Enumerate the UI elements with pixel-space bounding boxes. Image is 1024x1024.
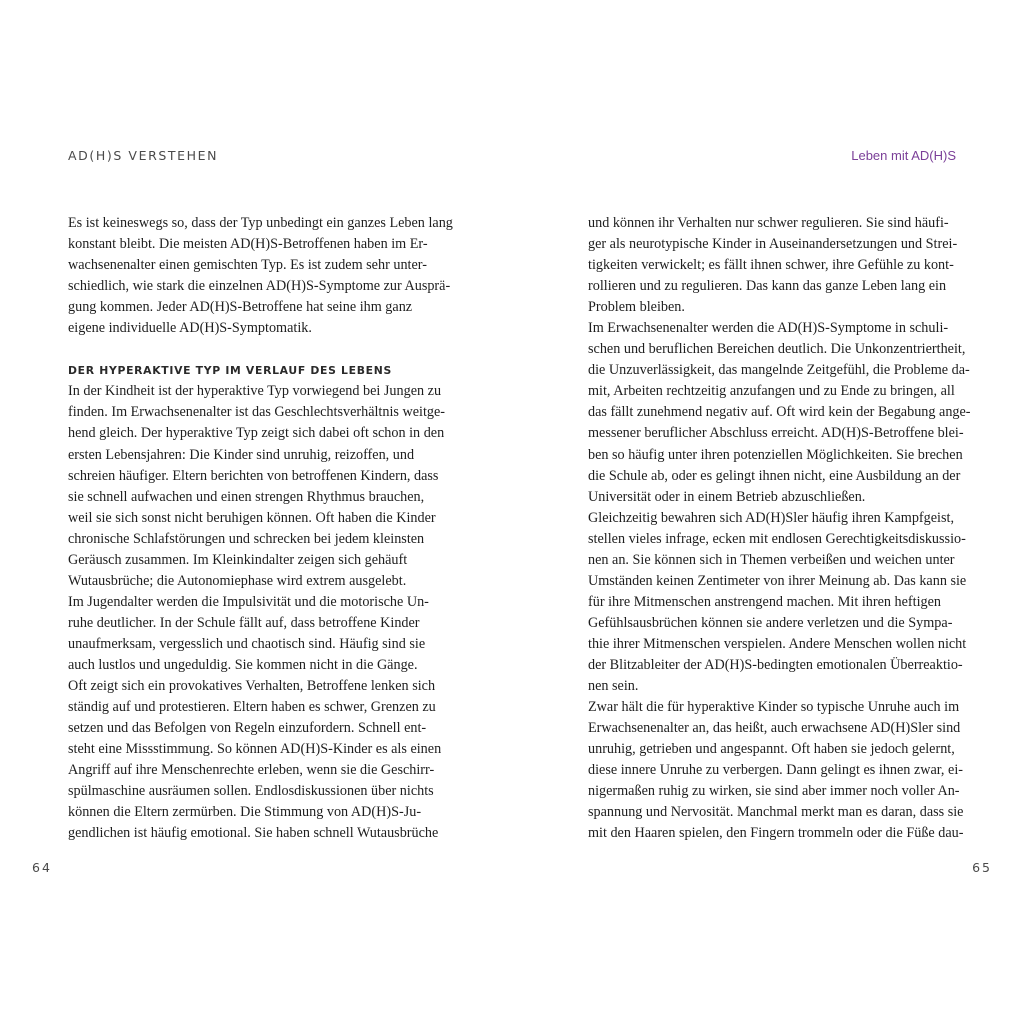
text-line: eigene individuelle AD(H)S-Symptomatik.: [68, 320, 312, 337]
paragraph-gap: [68, 339, 440, 360]
text-line: spülmaschine ausräumen sollen. Endlosdiskussionen über nichts: [68, 783, 434, 800]
text-line: Wutausbrüche; die Autonomiephase wird extrem ausgelebt.: [68, 572, 407, 589]
text-line: gung kommen. Jeder AD(H)S-Betroffene hat seine ihm ganz: [68, 299, 413, 316]
text-line: ersten Lebensjahren: Die Kinder sind unruhig, reizoffen, und: [68, 446, 415, 463]
text-line: hend gleich. Der hyperaktive Typ zeigt sich dabei oft schon in den: [68, 425, 445, 442]
text-line: die Schule ab, oder es gelingt ihnen nicht, eine Ausbildung an der: [588, 467, 961, 484]
text-line: können die Eltern zermürben. Die Stimmung von AD(H)S-Ju-: [68, 804, 422, 821]
text-line: Geräusch zusammen. Im Kleinkindalter zeigen sich gehäuft: [68, 551, 408, 568]
text-line: Umständen keinen Zentimeter von ihrer Meinung ab. Das kann sie: [588, 572, 967, 589]
text-line: schiedlich, wie stark die einzelnen AD(H)S-Symptome zur Ausprä-: [68, 278, 451, 295]
text-line: stellen vieles infrage, ecken mit endlosen Gerechtigkeitsdiskussio-: [588, 530, 966, 547]
text-line: die Unzuverlässigkeit, das mangelnde Zeitgefühl, die Probleme da-: [588, 362, 970, 379]
text-line: sie schnell aufwachen und einen strengen Rhythmus brauchen,: [68, 488, 425, 505]
right-page-text: [588, 213, 971, 844]
text-line: mit den Haaren spielen, den Fingern trommeln oder die Füße dau-: [588, 825, 964, 842]
text-line: schreien häufiger. Eltern berichten von betroffenen Kindern, dass: [68, 467, 439, 484]
text-line: tigkeiten verwickelt; es fällt ihnen schwer, ihre Gefühle zu kont-: [588, 257, 954, 274]
text-line: weil sie sich sonst nicht beruhigen können. Oft haben die Kinder: [68, 509, 436, 526]
text-line: mit, Arbeiten rechtzeitig anzufangen und zu Ende zu bringen, all: [588, 383, 955, 400]
text-line: schen und beruflichen Bereichen deutlich. Die Unkonzentriertheit,: [588, 341, 966, 358]
text-line: Es ist keineswegs so, dass der Typ unbedingt ein ganzes Leben lang: [68, 215, 453, 231]
text-line: wachsenenalter einen gemischten Typ. Es ist zudem sehr unter-: [68, 257, 427, 274]
text-line: gendlichen ist häufig emotional. Sie haben schnell Wutausbrüche: [68, 825, 439, 842]
text-line: das fällt zunehmend negativ auf. Oft wird kein der Begabung ange-: [588, 404, 971, 421]
text-line: ben so häufig unter ihren potenziellen Möglichkeiten. Sie brechen: [588, 446, 963, 463]
left-page-text: [68, 213, 453, 844]
text-line: für ihre Mitmenschen anstrengend machen. Mit ihren heftigen: [588, 593, 941, 610]
text-line: Im Jugendalter werden die Impulsivität und die motorische Un-: [68, 593, 429, 610]
right-page-number: 65: [972, 860, 992, 875]
text-line: thie ihrer Mitmenschen verspielen. Andere Menschen wollen nicht: [588, 635, 967, 652]
left-page-number: 64: [32, 860, 52, 875]
text-line: nen an. Sie können sich in Themen verbeißen und weichen unter: [588, 551, 955, 568]
text-line: chronische Schlafstörungen und schrecken bei jedem kleinsten: [68, 530, 425, 547]
text-line: steht eine Missstimmung. So können AD(H)S-Kinder es als einen: [68, 741, 442, 758]
right-running-head: Leben mit AD(H)S: [851, 148, 956, 163]
text-line: konstant bleibt. Die meisten AD(H)S-Betroffenen haben im Er-: [68, 236, 428, 253]
text-line: Zwar hält die für hyperaktive Kinder so typische Unruhe auch im: [588, 699, 960, 716]
text-line: Problem bleiben.: [588, 299, 685, 316]
left-running-head: AD(H)S VERSTEHEN: [68, 148, 219, 163]
text-line: nen sein.: [588, 678, 639, 695]
text-line: ger als neurotypische Kinder in Auseinandersetzungen und Strei-: [588, 236, 958, 253]
text-line: Erwachsenenalter an, das heißt, auch erwachsene AD(H)Sler sind: [588, 720, 961, 737]
text-line: Universität oder in einem Betrieb abzuschließen.: [588, 488, 866, 505]
text-line: nigermaßen ruhig zu wirken, sie sind aber immer noch voller An-: [588, 783, 960, 800]
text-line: In der Kindheit ist der hyperaktive Typ vorwiegend bei Jungen zu: [68, 383, 442, 400]
text-line: auch lustlos und ungeduldig. Sie kommen nicht in die Gänge.: [68, 656, 418, 673]
section-heading: DER HYPERAKTIVE TYP IM VERLAUF DES LEBENS: [68, 364, 392, 378]
text-line: setzen und das Befolgen von Regeln einzufordern. Schnell ent-: [68, 720, 427, 737]
text-line: Oft zeigt sich ein provokatives Verhalten, Betroffene lenken sich: [68, 678, 436, 695]
text-line: ständig auf und protestieren. Eltern haben es schwer, Grenzen zu: [68, 699, 436, 716]
text-line: unruhig, getrieben und angespannt. Oft haben sie jedoch gelernt,: [588, 741, 955, 758]
text-line: spannung und Nervosität. Manchmal merkt man es daran, dass sie: [588, 804, 964, 821]
text-line: Angriff auf ihre Menschenrechte erleben, wenn sie die Geschirr-: [68, 762, 435, 779]
text-line: ruhe deutlicher. In der Schule fällt auf, dass betroffene Kinder: [68, 614, 420, 631]
text-line: Im Erwachsenenalter werden die AD(H)S-Symptome in schuli-: [588, 320, 949, 337]
text-line: messener beruflicher Abschluss erreicht. AD(H)S-Betroffene blei-: [588, 425, 964, 442]
text-line: Gefühlsausbrüchen können sie andere verletzen und die Sympa-: [588, 614, 953, 631]
text-line: diese innere Unruhe zu verbergen. Dann gelingt es ihnen zwar, ei-: [588, 762, 963, 779]
text-line: unaufmerksam, vergesslich und chaotisch sind. Häufig sind sie: [68, 635, 426, 652]
text-line: der Blitzableiter der AD(H)S-bedingten emotionalen Überreaktio-: [588, 656, 963, 673]
text-line: und können ihr Verhalten nur schwer regulieren. Sie sind häufi-: [588, 215, 949, 231]
text-line: finden. Im Erwachsenenalter ist das Geschlechtsverhältnis weitge-: [68, 404, 446, 421]
text-line: rollieren und zu regulieren. Das kann das ganze Leben lang ein: [588, 278, 947, 295]
text-line: Gleichzeitig bewahren sich AD(H)Sler häufig ihren Kampfgeist,: [588, 509, 954, 526]
